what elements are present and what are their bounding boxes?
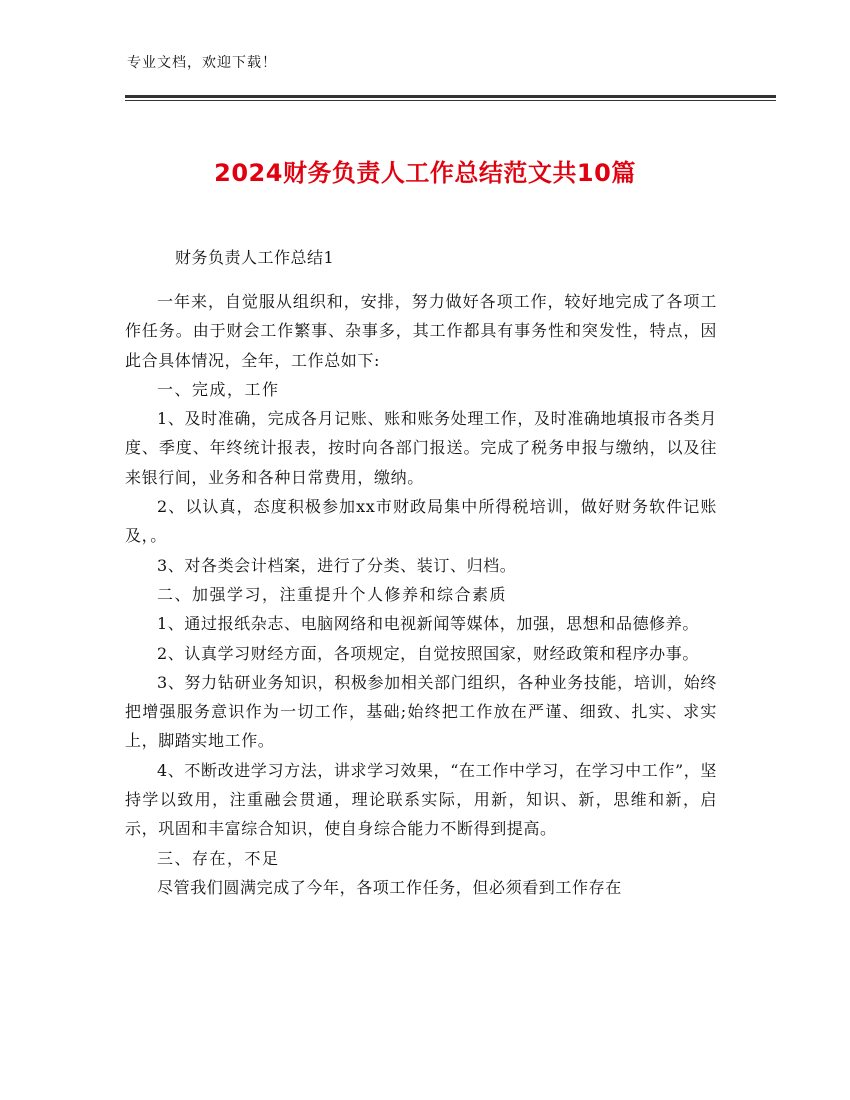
document-body <box>125 287 717 902</box>
paragraph-closing: 尽管我们圆满完成了今年，各项工作任务，但必须看到工作存在 <box>157 877 622 897</box>
paragraph-intro: 一年来，自觉服从组织和，安排，努力做好各项工作，较好地完成了各项工作任务。由于财会工作繁事、杂事多，其工作都具有事务性和突发性，特点，因此合具体情况，全年，工作总如下: <box>125 292 717 370</box>
heading-2: 二、加强学习，注重提升个人修养和综合素质 <box>157 584 508 604</box>
paragraph-item: 2、以认真，态度积极参加xx市财政局集中所得税培训，做好财务软件记账及，。 <box>125 497 717 546</box>
heading-3: 三、存在，不足 <box>157 848 280 868</box>
paragraph-item: 1、通过报纸杂志、电脑网络和电视新闻等媒体，加强，思想和品德修养。 <box>157 614 699 634</box>
paragraph-item: 2、认真学习财经方面，各项规定，自觉按照国家，财经政策和程序办事。 <box>157 643 699 663</box>
paragraph-item: 1、及时准确，完成各月记账、账和账务处理工作，及时准确地填报市各类月度、季度、年终统计报表，按时向各部门报送。完成了税务申报与缴纳，以及往来银行间，业务和各种日常费用，缴纳。 <box>125 409 717 487</box>
paragraph-item: 4、不断改进学习方法，讲求学习效果，“在工作中学习，在学习中工作”，坚持学以致用，注重融会贯通，理论联系实际，用新，知识、新，思维和新，启示，巩固和丰富综合知识，使自身综合能力不断得到提高。 <box>125 760 717 839</box>
paragraph-item: 3、努力钻研业务知识，积极参加相关部门组织，各种业务技能，培训，始终把增强服务意识作为一切工作，基础;始终把工作放在严谨、细致、扎实、求实上，脚踏实地工作。 <box>125 672 717 751</box>
header-rule-thin <box>125 100 776 101</box>
heading-1: 一、完成，工作 <box>157 379 280 399</box>
header-rule-thick <box>125 95 776 98</box>
paragraph-item: 3、对各类会计档案，进行了分类、装订、归档。 <box>157 555 517 575</box>
section-title: 财务负责人工作总结1 <box>175 248 335 267</box>
document-title: 2024财务负责人工作总结范文共10篇 <box>214 159 636 187</box>
header-text: 专业文档，欢迎下载！ <box>127 55 277 71</box>
